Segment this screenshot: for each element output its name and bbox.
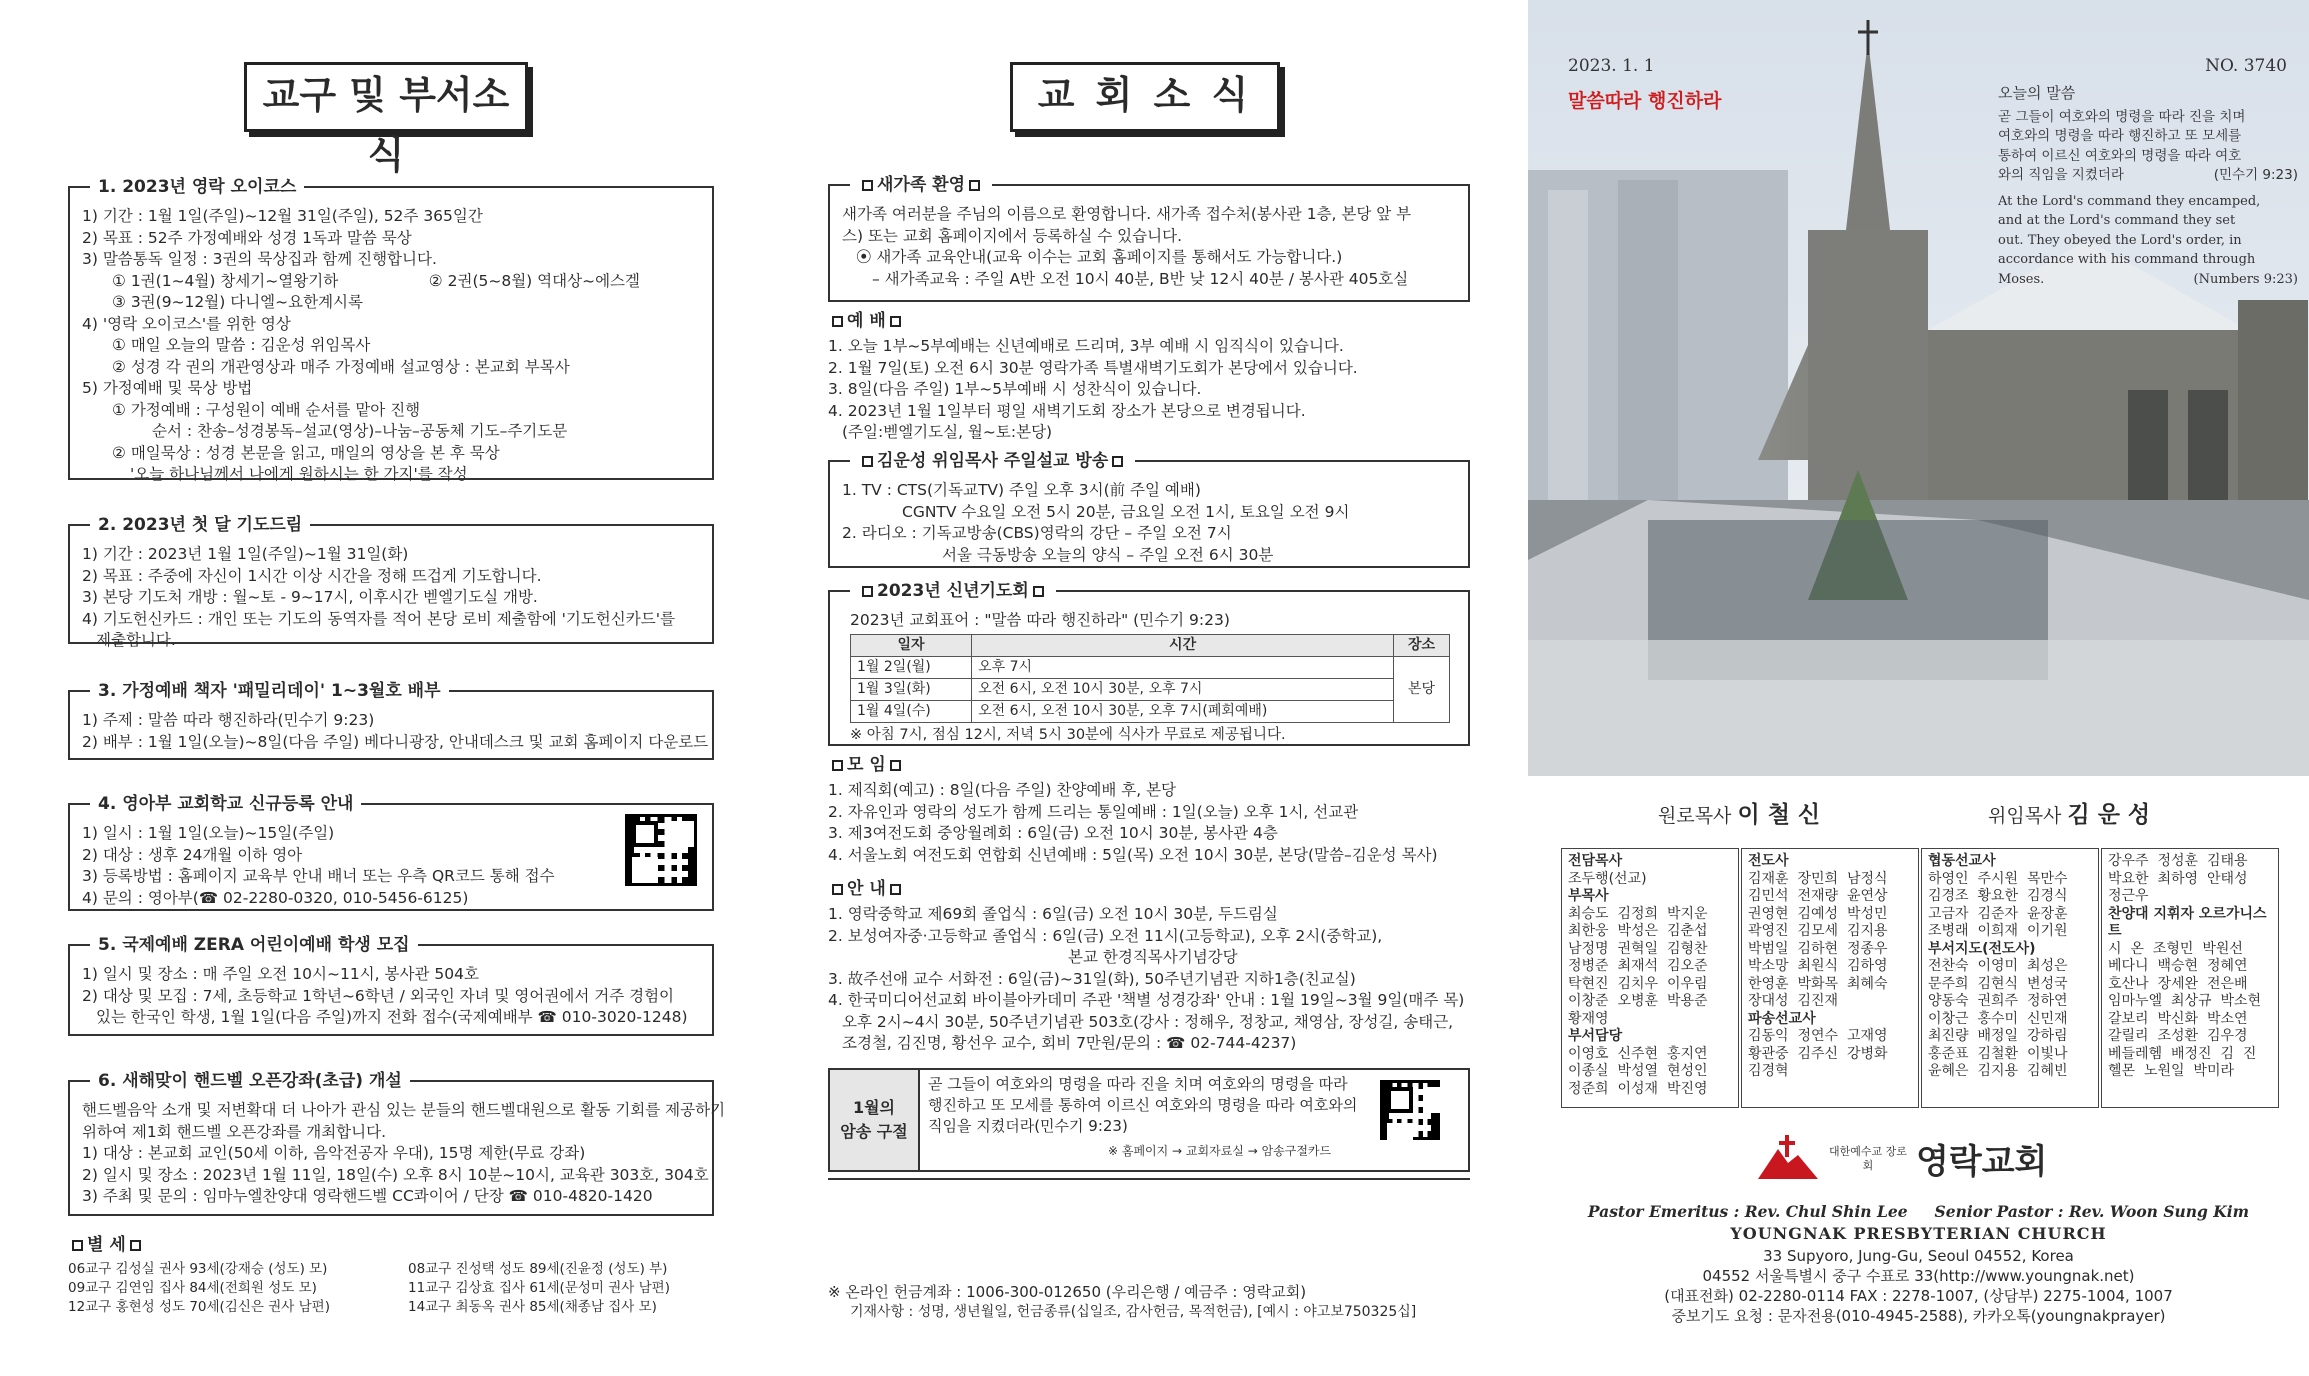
line: 있는 한국인 학생, 1월 1일(다음 주일)까지 전화 접수(국제예배부 ☎ 010-3020-1248) — [96, 1008, 688, 1026]
staff-column: 전도사 김재훈 장민희 남정식 김민석 전재량 윤연상 권영현 김예성 박성민 곽영진 김모세 김지용 박범일 김하현 정종우 박소망 최원식 김하영 한영훈 박화목 최혜숙 장대성 김진재 파송선교사 김동익 정연수 고재영 황관중 김주신 강병화 김경혁 — [1741, 848, 1919, 1108]
section-heading: 6. 새해맞이 핸드벨 오픈강좌(초급) 개설 — [90, 1068, 410, 1094]
church-contact: 33 Supyoro, Jung-Gu, Seoul 04552, Korea 04552 서울특별시 중구 수표로 33(http://www.youngnak.net) (대표전화) 02-2280-0114 FAX : 2278-1007, (상담부) 2275-1004, 1007 중보기도 요청 : 문자전용(010-4945-2588), 카카오톡(youngnakprayer) — [1664, 1247, 2173, 1325]
pastor-line: Pastor Emeritus : Rev. Chul Shin Lee Senior Pastor : Rev. Woon Sung Kim — [1587, 1202, 2250, 1221]
obit-item: 11교구 김상효 집사 61세(문성미 권사 남편) — [408, 1280, 670, 1296]
line: 2) 목표 : 주중에 자신이 1시간 이상 시간을 정해 뜨겁게 기도합니다. — [82, 566, 542, 585]
left-panel — [0, 0, 760, 1376]
line: 5) 가정예배 및 묵상 방법 — [82, 379, 253, 397]
motto: 2023년 교회표어 : "말씀 따라 행진하라" (민수기 9:23) — [850, 611, 1230, 629]
line: 3) 본당 기도처 개방 : 월~토 - 9~17시, 이후시간 벧엘기도실 개방. — [82, 588, 538, 606]
section-infant — [68, 794, 714, 911]
line: 오후 2시~4시 30분, 50주년기념관 503호(강사 : 정해우, 정창교, 채영삼, 장성길, 송태근, — [842, 1012, 1454, 1031]
section-zera — [68, 935, 714, 1036]
line: 1) 일시 및 장소 : 매 주일 오전 10시~11시, 봉사관 504호 — [82, 965, 479, 983]
line: ※ 온라인 헌금계좌 : 1006-300-012650 (우리은행 / 예금주 : 영락교회) — [828, 1283, 1307, 1301]
divider — [828, 1178, 1470, 1180]
line: 4) 문의 : 영아부(☎ 02-2280-0320, 010-5456-6125) — [82, 888, 469, 907]
line: 2. 자유인과 영락의 성도가 함께 드리는 통일예배 : 1일(오늘) 오후 1시, 선교관 — [828, 802, 1359, 821]
table-cell: 본당 — [1394, 656, 1450, 722]
section-heading: 새가족 환영 — [850, 172, 992, 198]
worship-list — [828, 336, 1478, 444]
section-welcome — [828, 175, 1470, 302]
line: 1) 일시 : 1월 1일(오늘)~15일(주일) — [82, 824, 335, 842]
staff-column: 강우주 정성훈 김태용 박요한 최하영 안태성 정근우 찬양대 지휘자 오르가니스트 시 온 조형민 박원선 베다니 백승현 정혜연 호산나 장세완 전은배 임마누엘 최상규 박소현 갈보리 박신화 박소연 갈릴리 조성환 김우경 베들레헴 배정진 김 진 헬몬 노원일 박미라 — [2101, 848, 2279, 1108]
section-broadcast — [828, 451, 1470, 568]
pastor-emeritus: 원로목사 이 철 신 — [1658, 802, 1821, 828]
table-cell: 1월 2일(월) — [851, 656, 972, 678]
line: 4. 2023년 1월 1일부터 평일 새벽기도회 장소가 본당으로 변경됩니다. — [828, 401, 1306, 420]
meetings-heading: 모 임 — [828, 752, 905, 778]
obit-item: 08교구 진성택 성도 89세(진윤정 (성도) 부) — [408, 1261, 668, 1277]
line: 3. 제3여전도회 중앙월례회 : 6일(금) 오전 10시 30분, 봉사관 4층 — [828, 824, 1278, 842]
table-header: 시간 — [972, 634, 1394, 656]
church-name-en: YOUNGNAK PRESBYTERIAN CHURCH — [1730, 1224, 2107, 1243]
worship-heading: 예 배 — [828, 308, 905, 334]
staff-column: 전담목사 조두행(선교) 부목사 최승도 김정희 박지운 최한웅 박성은 김춘섭 남정명 권혁일 김형찬 정병준 최재석 김오준 탁현진 김치우 이우림 이창준 오병훈 박용준 황재영 부서담당 이영호 신주현 홍지연 이종실 박성열 현성인 정준희 이성재 박진영 — [1561, 848, 1739, 1108]
table-cell: 오후 7시 — [972, 656, 1394, 678]
obit-item: 12교구 홍현성 성도 70세(김신은 권사 남편) — [68, 1299, 330, 1315]
middle-panel — [770, 0, 1520, 1376]
table-cell: 오전 6시, 오전 10시 30분, 오후 7시(폐회예배) — [972, 700, 1394, 722]
table-header: 장소 — [1394, 634, 1450, 656]
line: 4. 한국미디어선교회 바이블아카데미 주관 '책별 성경강좌' 안내 : 1월 19일~3월 9일(매주 목) — [828, 991, 1465, 1009]
line: 본교 한경직목사기념강당 — [1068, 948, 1238, 966]
denomination: 대한예수교 장로회 — [1829, 1144, 1907, 1172]
section-heading: 김운성 위임목사 주일설교 방송 — [850, 448, 1135, 474]
line: ② 매일묵상 : 성경 본문을 읽고, 매일의 영상을 본 후 묵상 — [112, 443, 500, 462]
church-logo — [1756, 1134, 2047, 1183]
notices-heading: 안 내 — [828, 876, 905, 902]
line: 조경철, 김진명, 황선우 교수, 회비 7만원/문의 : ☎ 02-744-4237) — [842, 1034, 1297, 1052]
note: ※ 아침 7시, 점심 12시, 저녁 5시 30분에 식사가 무료로 제공됩니다. — [850, 726, 1286, 743]
church-logo-icon — [1756, 1135, 1820, 1183]
line: 2. 라디오 : 기독교방송(CBS)영락의 강단 – 주일 오전 7시 — [842, 524, 1232, 542]
line: 제출합니다. — [96, 631, 176, 649]
section-heading: 3. 가정예배 책자 '패밀리데이' 1~3월호 배부 — [90, 678, 449, 704]
issue-date: 2023. 1. 1 — [1568, 56, 1655, 76]
line: 3. 8일(다음 주일) 1부~5부예배 시 성찬식이 있습니다. — [828, 380, 1202, 398]
today-verse: 오늘의 말씀 곧 그들이 여호와의 명령을 따라 진을 치며 여호와의 명령을 따라 행진하고 또 모세를 통하여 이르신 여호와의 명령을 따라 여호 와의 직임을 지켰더라 (민수기 9:23) At the Lord's command they encamped, and at the Lord's command they set out. They obeyed the Lord's order, in accordance with his command through Moses. (Numbers 9:23) — [1998, 84, 2298, 287]
theme-title: 말씀따라 행진하라 — [1568, 90, 1722, 112]
line: 4) '영락 오이코스'를 위한 영상 — [82, 314, 291, 333]
qr-code-icon[interactable] — [625, 814, 697, 886]
line: ③ 3권(9~12월) 다니엘~요한계시록 — [112, 293, 363, 311]
offering-info — [828, 1282, 1488, 1322]
line: 스) 또는 교회 홈페이지에서 등록하실 수 있습니다. — [842, 226, 1182, 245]
line: 1. 영락중학교 제69회 졸업식 : 6일(금) 오전 10시 30분, 두드림실 — [828, 905, 1278, 923]
line: 1) 기간 : 2023년 1월 1일(주일)~1월 31일(화) — [82, 545, 409, 563]
section-familyday — [68, 681, 714, 760]
section-handbell — [68, 1071, 726, 1216]
line: 3) 주최 및 문의 : 임마누엘찬양대 영락핸드벨 CC콰이어 / 단장 ☎ 010-4820-1420 — [82, 1187, 653, 1205]
obit-item: 14교구 최동옥 권사 85세(채종남 집사 모) — [408, 1299, 657, 1315]
table-header: 일자 — [851, 634, 972, 656]
line: 1. TV : CTS(기독교TV) 주일 오후 3시(前 주일 예배) — [842, 481, 1201, 499]
line: CGNTV 수요일 오전 5시 20분, 금요일 오전 1시, 토요일 오전 9시 — [902, 502, 1350, 521]
section-heading: 2. 2023년 첫 달 기도드림 — [90, 512, 310, 538]
section-heading: 2023년 신년기도회 — [850, 578, 1056, 604]
line: 핸드벨음악 소개 및 저변확대 더 나아가 관심 있는 분들의 핸드벨대원으로 활동 기회를 제공하기 — [82, 1101, 726, 1119]
table-cell: 1월 3일(화) — [851, 678, 972, 700]
obit-item: 09교구 김연임 집사 84세(전희원 성도 모) — [68, 1280, 317, 1296]
issue-number: NO. 3740 — [2205, 56, 2287, 76]
obit-list — [68, 1260, 728, 1317]
line: ② 성경 각 권의 개관영상과 매주 가정예배 설교영상 : 본교회 부목사 — [112, 357, 570, 376]
line: 2) 대상 : 생후 24개월 이하 영아 — [82, 845, 303, 864]
line: 1) 대상 : 본교회 교인(50세 이하, 음악전공자 우대), 15명 제한(무료 강좌) — [82, 1144, 586, 1162]
line: 2) 배부 : 1월 1일(오늘)~8일(다음 주일) 베다니광장, 안내데스크 및 교회 홈페이지 다운로드 — [82, 732, 709, 751]
line: 3) 말씀통독 일정 : 3권의 묵상집과 함께 진행합니다. — [82, 250, 437, 268]
line: 2. 1월 7일(토) 오전 6시 30분 영락가족 특별새벽기도회가 본당에서 있습니다. — [828, 358, 1358, 377]
senior-pastor: 위임목사 김 운 성 — [1988, 802, 2151, 828]
qr-code-icon[interactable] — [1380, 1080, 1440, 1140]
table-cell: 1월 4일(수) — [851, 700, 972, 722]
line: 위하여 제1회 핸드벨 오픈강좌를 개최합니다. — [82, 1122, 387, 1141]
line: ① 1권(1~4월) 창세기~열왕기하 — [112, 271, 339, 290]
line: 1) 기간 : 1월 1일(주일)~12월 31일(주일), 52주 365일간 — [82, 207, 483, 225]
obit-heading: 별 세 — [68, 1232, 145, 1258]
line: 4) 기도헌신카드 : 개인 또는 기도의 동역자를 적어 본당 로비 제출함에 '기도헌신카드'를 — [82, 609, 675, 628]
section-heading: 4. 영아부 교회학교 신규등록 안내 — [90, 791, 361, 817]
line: 기재사항 : 성명, 생년월일, 헌금종류(십일조, 감사헌금, 목적헌금), [예시 : 야고보750325십] — [850, 1304, 1417, 1320]
memory-verse-text: 곧 그들이 여호와의 명령을 따라 진을 치며 여호와의 명령을 따라 행진하고 또 모세를 통하여 이르신 여호와의 명령을 따라 여호와의 직임을 지켰더라(민수기 9:23) ※ 홈페이지 → 교회자료실 → 암송구절카드 — [920, 1070, 1468, 1170]
line: '오늘 하나님께서 나에게 원하시는 한 가지'를 작성 — [130, 465, 468, 483]
church-photo — [1528, 0, 2309, 776]
line: ② 2권(5~8월) 역대상~에스겔 — [428, 271, 640, 290]
meetings-list — [828, 780, 1488, 866]
table-cell: 오전 6시, 오전 10시 30분, 오후 7시 — [972, 678, 1394, 700]
line: 1. 제직회(예고) : 8일(다음 주일) 찬양예배 후, 본당 — [828, 781, 1177, 799]
line: (주일:벧엘기도실, 월~토:본당) — [842, 423, 1053, 441]
line: 새가족 여러분을 주님의 이름으로 환영합니다. 새가족 접수처(봉사관 1층, 본당 앞 부 — [842, 205, 1412, 223]
line: ⦿ 새가족 교육안내(교육 이수는 교회 홈페이지를 통해서도 가능합니다.) — [856, 248, 1343, 266]
section-oikos — [68, 177, 714, 483]
section-heading: 1. 2023년 영락 오이코스 — [90, 174, 304, 200]
verse-title: 오늘의 말씀 — [1998, 84, 2076, 102]
line: 서울 극동방송 오늘의 양식 – 주일 오전 6시 30분 — [942, 545, 1274, 564]
line: 3. 故주선애 교수 서화전 : 6일(금)~31일(화), 50주년기념관 지하1층(친교실) — [828, 969, 1356, 988]
line: 4. 서울노회 여전도회 연합회 신년예배 : 5일(목) 오전 10시 30분, 본당(말씀–김운성 목사) — [828, 845, 1438, 864]
line: ① 가정예배 : 구성원이 예배 순서를 맡아 진행 — [112, 400, 421, 419]
church-name: 영락교회 — [1916, 1142, 2048, 1182]
line: 2) 대상 및 모집 : 7세, 초등학교 1학년~6학년 / 외국인 자녀 및 영어권에서 거주 경험이 — [82, 986, 675, 1005]
line: 2) 목표 : 52주 가정예배와 성경 1독과 말씀 묵상 — [82, 228, 412, 247]
line: ① 매일 오늘의 말씀 : 김운성 위임목사 — [112, 336, 371, 354]
section-newyear-prayer — [828, 581, 1470, 746]
obit-item: 06교구 김성실 권사 93세(강재승 (성도) 모) — [68, 1261, 328, 1277]
line: 순서 : 찬송–성경봉독–설교(영상)–나눔–공동체 기도–주기도문 — [152, 422, 568, 440]
line: – 새가족교육 : 주일 A반 오전 10시 40분, B반 낮 12시 40분 / 봉사관 405호실 — [872, 269, 1409, 288]
prayer-schedule-table — [850, 634, 1450, 723]
line: 1) 주제 : 말씀 따라 행진하라(민수기 9:23) — [82, 711, 375, 729]
section-heading: 5. 국제예배 ZERA 어린이예배 학생 모집 — [90, 932, 418, 958]
left-panel-title: 교구 및 부서소식 — [244, 62, 528, 132]
section-prayer — [68, 515, 714, 649]
staff-column: 협동선교사 하영인 주시원 목만수 김경조 황요한 김경식 고금자 김준자 윤장훈 조병래 이희재 이기원 부서지도(전도사) 전찬숙 이영미 최성은 문주희 김현식 변성국 양동숙 권희주 정하연 이창근 홍수미 신민재 최진량 배정일 강하림 홍준표 김철환 이빛나 윤혜은 김지용 김혜빈 — [1921, 848, 2099, 1108]
line: 2) 일시 및 장소 : 2023년 1월 11일, 18일(수) 오후 8시 10분~10시, 교육관 303호, 304호 — [82, 1165, 709, 1184]
line: 1. 오늘 1부~5부예배는 신년예배로 드리며, 3부 예배 시 임직식이 있습니다. — [828, 337, 1344, 355]
memory-verse-box — [828, 1068, 1470, 1172]
middle-panel-title: 교 회 소 식 — [1010, 62, 1280, 132]
memory-verse-label: 1월의 암송 구절 — [830, 1070, 920, 1170]
notices-list — [828, 904, 1488, 1055]
cover-panel — [1528, 0, 2309, 1376]
line: 3) 등록방법 : 홈페이지 교육부 안내 배너 또는 우측 QR코드 통해 접수 — [82, 867, 555, 885]
line: 2. 보성여자중·고등학교 졸업식 : 6일(금) 오전 11시(고등학교), 오후 2시(중학교), — [828, 926, 1383, 945]
